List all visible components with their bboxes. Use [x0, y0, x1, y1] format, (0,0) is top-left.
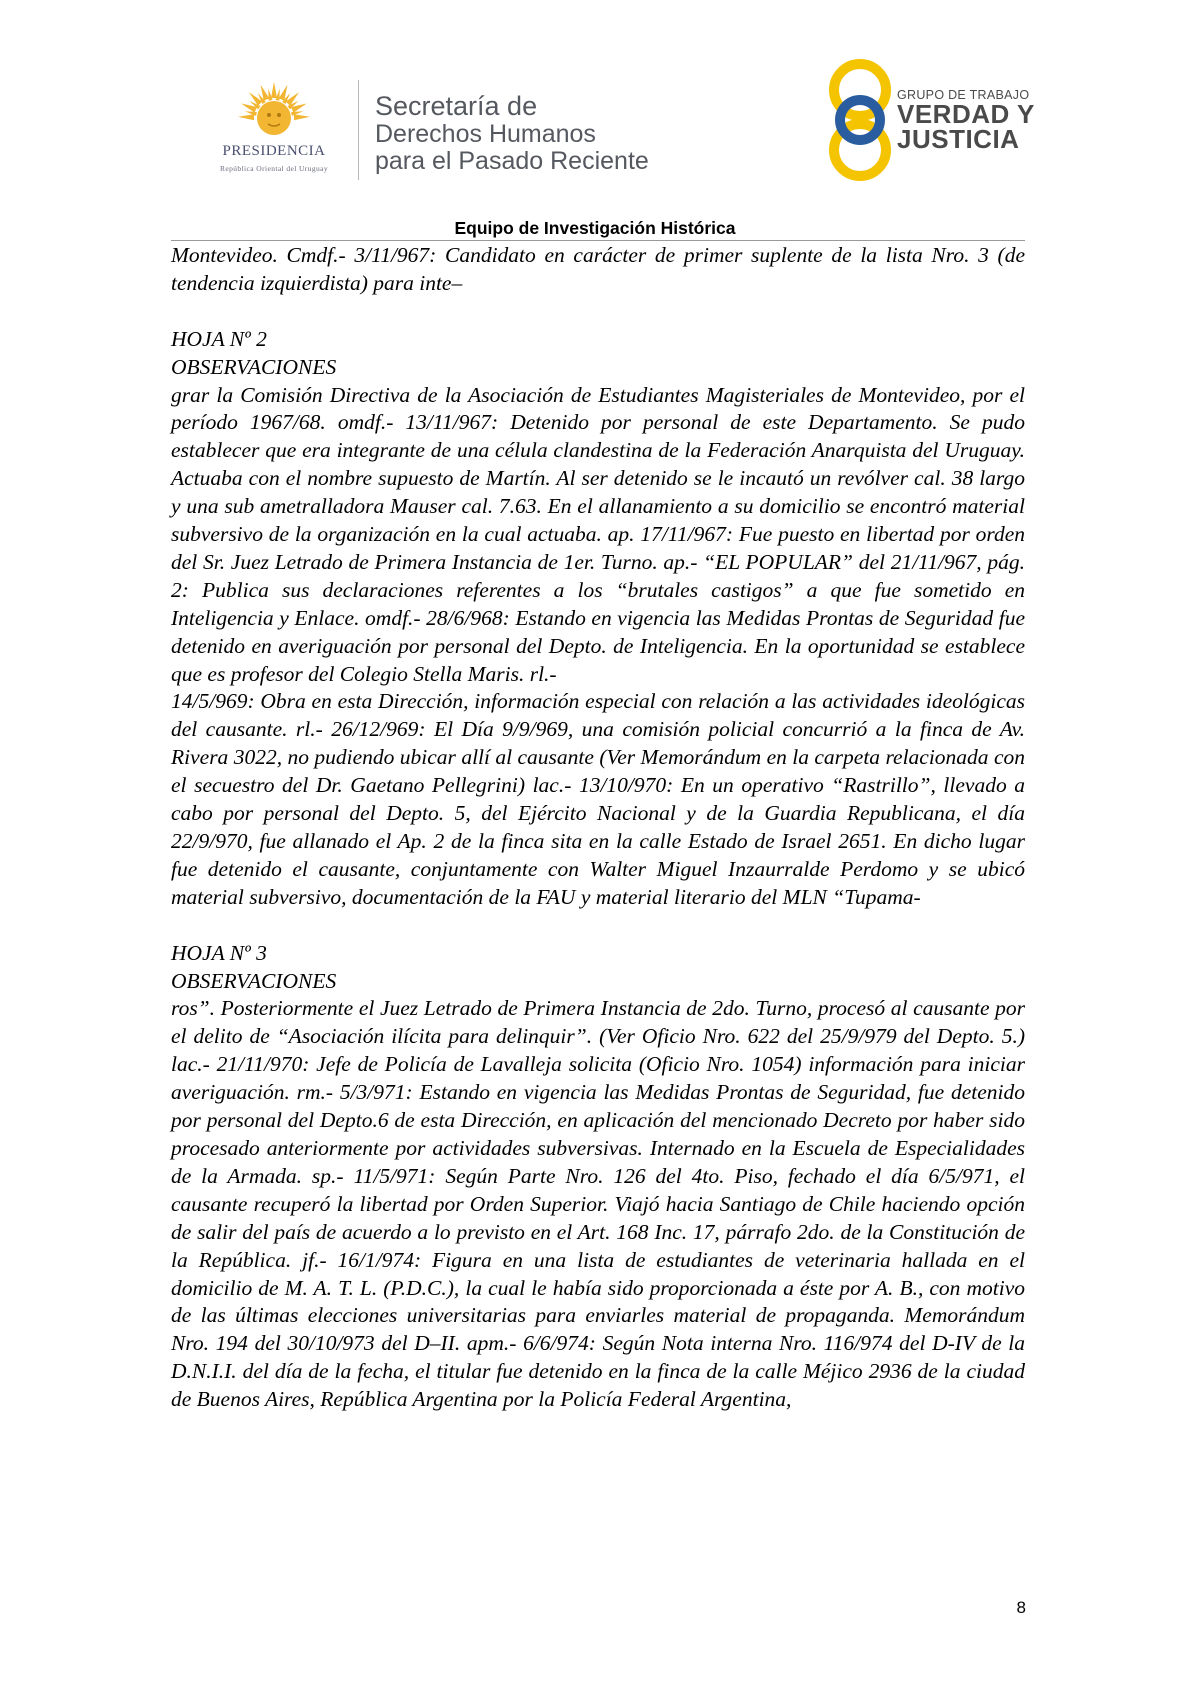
- page-number: 8: [1016, 1598, 1026, 1617]
- grupo-line3: JUSTICIA: [897, 124, 1020, 154]
- team-title: Equipo de Investigación Histórica: [454, 218, 736, 238]
- spacer: [171, 298, 1025, 326]
- grupo-line2: VERDAD Y: [897, 99, 1035, 129]
- secretaria-line1: Secretaría de: [375, 91, 538, 121]
- hoja-2-title: HOJA Nº 2: [171, 326, 267, 351]
- presidencia-sun-logo: [194, 78, 354, 178]
- document-header: [0, 0, 1190, 250]
- hoja-2-paragraph-2: 14/5/969: Obra en esta Dirección, información especial con relación a las actividades ideológicas del causante. rl.- 26/12/969: El Día 9/9/969, una comisión policial concurrió a la finca de Av. Rivera 3022, no pudiendo ubicar allí al causante (Ver Memorándum en la carpeta relacionada con el secuestro del Dr. Gaetano Pellegrini) lac.- 13/10/970: En un operativo “Rastrillo”, llevado a cabo por personal del Depto. 5, del Ejército Nacional y de la Guardia Republicana, el día 22/9/970, fue allanado el Ap. 2 de la finca sita en la calle Estado de Israel 2651. En dicho lugar fue detenido el causante, conjuntamente con Walter Miguel Inzaurralde Perdomo y se ubicó material subversivo, documentación de la FAU y material literario del MLN “Tupama-: [171, 689, 1025, 909]
- presidencia-subtitle: República Oriental del Uruguay: [219, 164, 328, 173]
- grupo-line1: GRUPO DE TRABAJO: [897, 88, 1030, 102]
- secretaria-line2: Derechos Humanos: [375, 120, 596, 148]
- hoja-2-paragraph-1: grar la Comisión Directiva de la Asociación de Estudiantes Magisteriales de Montevideo, por el período 1967/68. omdf.- 13/11/967: Detenido por personal de este Departamento. Se pudo establecer que era integrante de una célula clandestina de la Federación Anarquista del Uruguay. Actuaba con el nombre supuesto de Martín. Al ser detenido se le incautó un revólver cal. 38 largo y una sub ametralladora Mauser cal. 7.63. En el allanamiento a su domicilio se encontró material subversivo de la organización en la cual actuaba. ap. 17/11/967: Fue puesto en libertad por orden del Sr. Juez Letrado de Primera Instancia de 1er. Turno. ap.- “EL POPULAR” del 21/11/967, pág. 2: Publica sus declaraciones referentes a los “brutales castigos” a que fue sometido en Inteligencia y Enlace. omdf.- 28/6/968: Estando en vigencia las Medidas Prontas de Seguridad fue detenido en averiguación por personal del Depto. de Inteligencia. En la oportunidad se establece que es profesor del Colegio Stella Maris. rl.-: [171, 382, 1025, 686]
- hoja-3-title: HOJA Nº 3: [171, 940, 267, 965]
- hoja-2-observaciones-heading: OBSERVACIONES: [171, 354, 337, 379]
- spacer: [171, 912, 1025, 940]
- hoja-3-paragraph-1: ros”. Posteriormente el Juez Letrado de Primera Instancia de 2do. Turno, procesó al causante por el delito de “Asociación ilícita para delinquir”. (Ver Oficio Nro. 622 del 25/9/979 del Depto. 5.) lac.- 21/11/970: Jefe de Policía de Lavalleja solicita (Oficio Nro. 1054) información para iniciar averiguación. rm.- 5/3/971: Estando en vigencia las Medidas Prontas de Seguridad, fue detenido por personal del Depto.6 de esta Dirección, en aplicación del mencionado Decreto por haber sido procesado anteriormente por actividades subversivas. Internado en la Escuela de Especialidades de la Armada. sp.- 11/5/971: Según Parte Nro. 126 del 4to. Piso, fechado el día 6/5/971, el causante recuperó la libertad por Orden Superior. Viajó hacia Santiago de Chile haciendo opción de salir del país de acuerdo a lo previsto en el Art. 168 Inc. 17, párrafo 2do. de la Constitución de la República. jf.- 16/1/974: Figura en una lista de estudiantes de veterinaria hallada en el domicilio de M. A. T. L. (P.D.C.), la cual le había sido proporcionada a éste por A. B., con motivo de las últimas elecciones universitarias para enviarles material de propaganda. Memorándum Nro. 194 del 30/10/973 del D–II. apm.- 6/6/974: Según Nota interna Nro. 116/974 del D-IV de la D.N.I.I. del día de la fecha, el titular fue detenido en la finca de la calle Méjico 2936 de la ciudad de Buenos Aires, República Argentina por la Policía Federal Argentina,: [171, 996, 1025, 1412]
- header-divider: [358, 80, 359, 180]
- verdad-justicia-text: [897, 88, 1035, 152]
- secretaria-logo-text: [375, 92, 649, 175]
- intro-paragraph: Montevideo. Cmdf.- 3/11/967: Candidato en carácter de primer suplente de la lista Nro. 3 (de tendencia izquierdista) para inte–: [171, 243, 1025, 295]
- document-body: [171, 242, 1025, 1414]
- verdad-justicia-rings-logo: [820, 56, 900, 184]
- hoja-3-observaciones-heading: OBSERVACIONES: [171, 968, 337, 993]
- presidencia-name: PRESIDENCIA: [222, 143, 326, 159]
- secretaria-line3: para el Pasado Reciente: [375, 147, 649, 175]
- header-rule: [171, 240, 1025, 241]
